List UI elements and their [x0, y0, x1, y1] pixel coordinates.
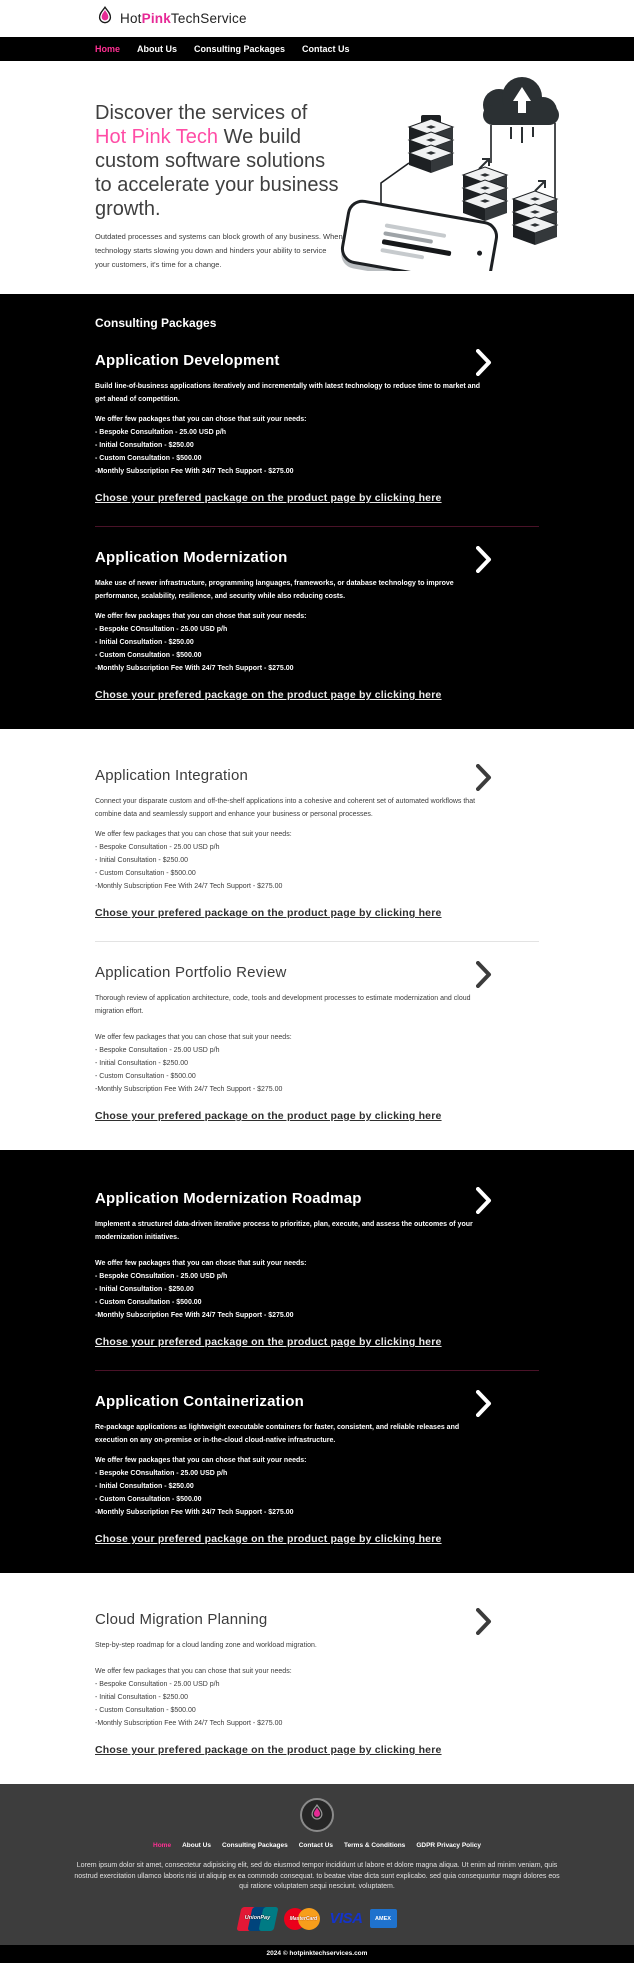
footer-nav: [70, 1842, 564, 1849]
consulting-band-3: [0, 1150, 634, 1573]
consulting-band-1: [0, 294, 634, 729]
package-item: - Custom Consultation - $500.00: [95, 1496, 202, 1503]
section-description: Thorough review of application architecture, code, tools and development processes to estimate modernization and cloud migration effort.: [95, 995, 471, 1015]
section-title[interactable]: Application Integration: [95, 767, 249, 784]
site-header: [0, 0, 634, 37]
section-application-integration: [95, 767, 488, 921]
section-description: Re-package applications as lightweight executable containers for faster, consistent, and reliable releases and execution on any on-premise or in-the-cloud cloud-native infrastructure.: [95, 1424, 460, 1444]
footer-nav-terms-conditions[interactable]: Terms & Conditions: [344, 1842, 406, 1849]
logo-text: HotPinkTechService: [120, 11, 247, 26]
cloud-migration-illustration: [340, 71, 572, 271]
package-item: -Monthly Subscription Fee With 24/7 Tech Support - $275.00: [95, 1720, 283, 1727]
package-item: - Initial Consultation - $250.00: [95, 1483, 194, 1490]
footer-logo[interactable]: [300, 1798, 334, 1832]
package-item: - Bespoke COnsultation - 25.00 USD p/h: [95, 1273, 228, 1280]
section-divider: [95, 526, 539, 527]
package-page-link[interactable]: Chose your prefered package on the product page by clicking here: [95, 492, 442, 504]
package-list: [95, 623, 488, 675]
consulting-band-2: [0, 729, 634, 1150]
package-item: -Monthly Subscription Fee With 24/7 Tech Support - $275.00: [95, 1086, 283, 1093]
footer-nav-gdpr-privacy-policy[interactable]: GDPR Privacy Policy: [416, 1842, 481, 1849]
package-list: [95, 1044, 488, 1096]
package-item: - Bespoke Consultation - 25.00 USD p/h: [95, 844, 220, 851]
chevron-right-icon[interactable]: [476, 764, 492, 796]
package-list: [95, 1678, 488, 1730]
package-item: - Initial Consultation - $250.00: [95, 442, 194, 449]
footer-nav-about-us[interactable]: About Us: [182, 1842, 211, 1849]
footer-nav-home[interactable]: Home: [153, 1842, 172, 1849]
packages-intro: We offer few packages that you can chose that suit your needs:: [95, 613, 307, 620]
main-nav: [0, 37, 634, 61]
copyright-bar: [0, 1945, 634, 1963]
chevron-right-icon[interactable]: [476, 1187, 492, 1219]
payment-methods: [70, 1907, 564, 1931]
package-item: - Custom Consultation - $500.00: [95, 652, 202, 659]
chevron-right-icon[interactable]: [476, 349, 492, 381]
package-item: - Initial Consultation - $250.00: [95, 1286, 194, 1293]
package-list: [95, 1270, 488, 1322]
section-application-modernization-roadmap: [95, 1190, 488, 1350]
section-description: Make use of newer infrastructure, programming languages, frameworks, or database technology to improve performance, scalability, resilience, and security while also reducing costs.: [95, 580, 454, 600]
package-page-link[interactable]: Chose your prefered package on the product page by clicking here: [95, 1110, 442, 1122]
section-description: Implement a structured data-driven iterative process to prioritize, plan, execute, and assess the outcomes of your modernization initiatives.: [95, 1221, 473, 1241]
packages-intro: We offer few packages that you can chose that suit your needs:: [95, 1668, 292, 1675]
package-item: - Initial Consultation - $250.00: [95, 639, 194, 646]
copyright-text: 2024 © hotpinktechservices.com: [266, 1949, 368, 1957]
section-divider: [95, 1370, 539, 1371]
section-title[interactable]: Cloud Migration Planning: [95, 1611, 268, 1628]
site-footer: [0, 1784, 634, 1945]
flame-logo-icon: [95, 6, 115, 31]
package-item: -Monthly Subscription Fee With 24/7 Tech Support - $275.00: [95, 468, 294, 475]
consulting-band-4: [0, 1573, 634, 1784]
chevron-right-icon[interactable]: [476, 546, 492, 578]
footer-text: Lorem ipsum dolor sit amet, consectetur adipisicing elit, sed do eiusmod tempor incididunt ut labore et dolore magna aliqua. Ut enim ad minim veniam, quis nostrud exercitation ullamco laboris nisi ut aliquip ex ea commodo consequat. to beatae vitae dicta sunt explicabo. sed quia consequuntur magni dolores eos qui ratione voluptatem sequi nesciunt. voluptatem.: [74, 1862, 560, 1890]
package-list: [95, 426, 488, 478]
section-title[interactable]: Application Modernization Roadmap: [95, 1190, 362, 1207]
chevron-right-icon[interactable]: [476, 961, 492, 993]
section-description: Step-by-step roadmap for a cloud landing zone and workload migration.: [95, 1642, 317, 1649]
package-item: - Bespoke Consultation - 25.00 USD p/h: [95, 429, 227, 436]
hero-heading-highlight: Hot Pink Tech: [95, 126, 219, 148]
package-item: - Bespoke Consultation - 25.00 USD p/h: [95, 1047, 220, 1054]
package-item: - Bespoke COnsultation - 25.00 USD p/h: [95, 626, 228, 633]
package-page-link[interactable]: Chose your prefered package on the product page by clicking here: [95, 907, 442, 919]
package-page-link[interactable]: Chose your prefered package on the product page by clicking here: [95, 1336, 442, 1348]
package-item: -Monthly Subscription Fee With 24/7 Tech Support - $275.00: [95, 883, 283, 890]
packages-intro: We offer few packages that you can chose that suit your needs:: [95, 1034, 292, 1041]
package-page-link[interactable]: Chose your prefered package on the product page by clicking here: [95, 1533, 442, 1545]
chevron-right-icon[interactable]: [476, 1608, 492, 1640]
consulting-packages-heading: Consulting Packages: [95, 316, 217, 330]
package-page-link[interactable]: Chose your prefered package on the product page by clicking here: [95, 1744, 442, 1756]
package-item: - Custom Consultation - $500.00: [95, 1707, 196, 1714]
section-cloud-migration-planning: [95, 1611, 488, 1758]
footer-nav-consulting-packages[interactable]: Consulting Packages: [221, 1842, 288, 1849]
logo[interactable]: [95, 6, 247, 31]
footer-nav-contact-us[interactable]: Contact Us: [298, 1842, 334, 1849]
package-item: - Bespoke COnsultation - 25.00 USD p/h: [95, 1470, 228, 1477]
section-application-containerization: [95, 1393, 488, 1547]
package-item: -Monthly Subscription Fee With 24/7 Tech Support - $275.00: [95, 1509, 294, 1516]
unionpay-icon: UnionPay: [237, 1907, 277, 1931]
amex-icon: AMEX: [370, 1909, 397, 1928]
section-application-modernization: [95, 549, 488, 703]
section-title[interactable]: Application Portfolio Review: [95, 964, 287, 981]
hero-paragraph: Outdated processes and systems can block growth of any business. When technology starts slowing you down and hinders your ability to service your customers, it's time for a change.: [95, 232, 343, 269]
nav-about-us[interactable]: About Us: [137, 44, 178, 54]
package-item: - Bespoke Consultation - 25.00 USD p/h: [95, 1681, 220, 1688]
mastercard-icon: MasterCard: [284, 1907, 322, 1931]
package-item: - Custom Consultation - $500.00: [95, 455, 202, 462]
section-title[interactable]: Application Development: [95, 352, 280, 369]
package-list: [95, 1467, 488, 1519]
packages-intro: We offer few packages that you can chose that suit your needs:: [95, 1260, 307, 1267]
package-page-link[interactable]: Chose your prefered package on the product page by clicking here: [95, 689, 442, 701]
hero-heading: Discover the services of Hot Pink Tech We build custom software solutions to accelerate your business growth.: [95, 102, 339, 220]
section-application-development: [95, 352, 488, 506]
package-item: - Initial Consultation - $250.00: [95, 857, 188, 864]
visa-icon: VISA: [329, 1910, 363, 1927]
nav-contact-us[interactable]: Contact Us: [302, 44, 350, 54]
nav-home[interactable]: Home: [95, 44, 121, 54]
package-item: - Initial Consultation - $250.00: [95, 1694, 188, 1701]
package-item: -Monthly Subscription Fee With 24/7 Tech Support - $275.00: [95, 665, 294, 672]
section-title[interactable]: Application Containerization: [95, 1393, 304, 1410]
package-item: - Custom Consultation - $500.00: [95, 1299, 202, 1306]
hero-section: [0, 61, 634, 294]
nav-consulting-packages[interactable]: Consulting Packages: [194, 44, 286, 54]
package-item: - Custom Consultation - $500.00: [95, 1073, 196, 1080]
section-title[interactable]: Application Modernization: [95, 549, 288, 566]
package-item: -Monthly Subscription Fee With 24/7 Tech Support - $275.00: [95, 1312, 294, 1319]
section-description: Connect your disparate custom and off-the-shelf applications into a cohesive and coherent set of automated workflows that combine data and seamlessly support and enhance your business or personal processes.: [95, 798, 476, 818]
packages-intro: We offer few packages that you can chose that suit your needs:: [95, 1457, 307, 1464]
package-item: - Initial Consultation - $250.00: [95, 1060, 188, 1067]
packages-intro: We offer few packages that you can chose that suit your needs:: [95, 831, 292, 838]
hero-text: [95, 101, 343, 280]
section-divider: [95, 941, 539, 942]
package-list: [95, 841, 488, 893]
section-application-portfolio-review: [95, 964, 488, 1124]
package-item: - Custom Consultation - $500.00: [95, 870, 196, 877]
flame-logo-icon: [308, 1804, 326, 1827]
section-description: Build line-of-business applications iteratively and incrementally with latest technology to reduce time to market and get ahead of competition.: [95, 383, 481, 403]
packages-intro: We offer few packages that you can chose that suit your needs:: [95, 416, 307, 423]
chevron-right-icon[interactable]: [476, 1390, 492, 1422]
